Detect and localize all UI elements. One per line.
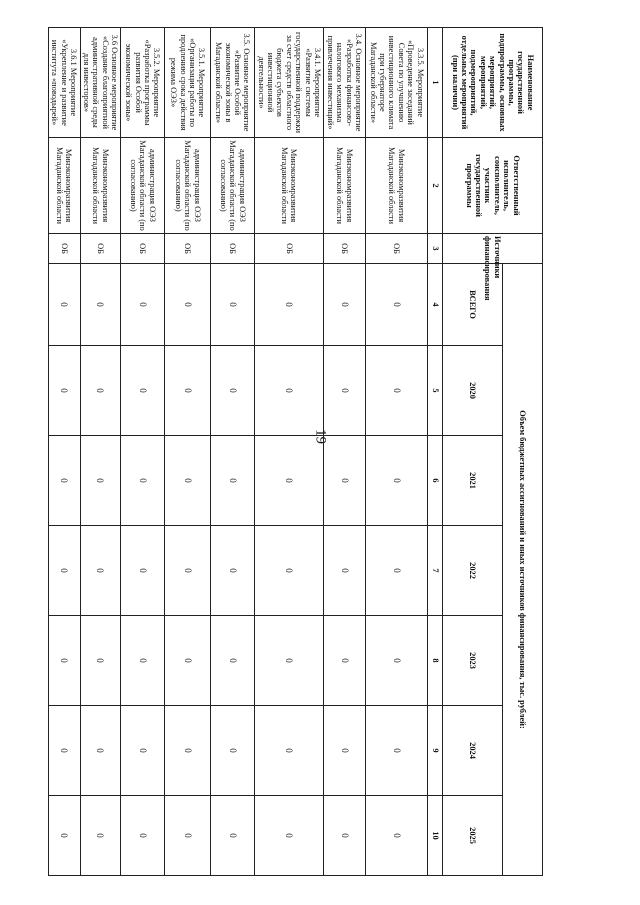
row-name: 3.4. Основное мероприятие «Разработка финансово-налогового механизма привлечения инвестиций» xyxy=(324,28,366,138)
header-responsible: Ответственный исполнитель, соисполнитель, участник государственной программы xyxy=(443,138,543,234)
header-year-2024: 2024 xyxy=(443,706,503,796)
row-source: ОБ xyxy=(211,234,255,264)
row-value: 0 xyxy=(121,616,165,706)
row-source: ОБ xyxy=(48,234,80,264)
row-value: 0 xyxy=(366,436,428,526)
row-value: 0 xyxy=(366,346,428,436)
row-value: 0 xyxy=(121,346,165,436)
row-value: 0 xyxy=(255,436,324,526)
table-row xyxy=(121,28,165,876)
row-responsible: Минэкономразвития Магаданской области xyxy=(48,138,80,234)
col-number: 10 xyxy=(428,796,443,876)
col-number: 7 xyxy=(428,526,443,616)
row-value: 0 xyxy=(165,526,211,616)
col-number: 4 xyxy=(428,264,443,346)
header-name: Наименование государственной программы, подпрограммы, основных мероприятий, мероприятий, подмероприятий, отдельных мероприятий (при наличии) xyxy=(443,28,543,138)
row-value: 0 xyxy=(121,526,165,616)
row-value: 0 xyxy=(366,706,428,796)
financing-table xyxy=(48,27,543,876)
row-value: 0 xyxy=(324,706,366,796)
row-responsible: администрация ОЭЗ Магаданской области (по согласованию) xyxy=(121,138,165,234)
table-row xyxy=(324,28,366,876)
table-row xyxy=(211,28,255,876)
row-value: 0 xyxy=(211,264,255,346)
row-value: 0 xyxy=(165,436,211,526)
row-value: 0 xyxy=(255,796,324,876)
row-responsible: Минэкономразвития Магаданской области xyxy=(80,138,121,234)
row-value: 0 xyxy=(211,436,255,526)
row-value: 0 xyxy=(324,264,366,346)
row-value: 0 xyxy=(80,346,121,436)
row-responsible: Минэкономразвития Магаданской области xyxy=(366,138,428,234)
row-value: 0 xyxy=(324,796,366,876)
row-value: 0 xyxy=(255,706,324,796)
row-value: 0 xyxy=(165,264,211,346)
table-body xyxy=(48,28,427,876)
row-responsible: администрация ОЭЗ Магаданской области (по согласованию) xyxy=(211,138,255,234)
row-value: 0 xyxy=(121,706,165,796)
row-value: 0 xyxy=(80,706,121,796)
col-number: 2 xyxy=(428,138,443,234)
row-value: 0 xyxy=(165,616,211,706)
rotated-table-container xyxy=(50,27,543,875)
row-responsible: Минэкономразвития Магаданской области xyxy=(324,138,366,234)
row-value: 0 xyxy=(366,616,428,706)
row-value: 0 xyxy=(48,264,80,346)
row-name: 3.4.1. Мероприятие «Развитие системы государственной поддержки за счет средств областного бюджета субъектов инвестиционной деятельности» xyxy=(255,28,324,138)
row-value: 0 xyxy=(255,264,324,346)
table-row xyxy=(255,28,324,876)
header-year-2021: 2021 xyxy=(443,436,503,526)
page-number: 19 xyxy=(312,429,329,444)
row-value: 0 xyxy=(48,526,80,616)
header-year-2020: 2020 xyxy=(443,346,503,436)
row-value: 0 xyxy=(211,526,255,616)
header-year-2025: 2025 xyxy=(443,796,503,876)
col-number: 1 xyxy=(428,28,443,138)
row-source: ОБ xyxy=(324,234,366,264)
row-value: 0 xyxy=(48,436,80,526)
row-source: ОБ xyxy=(80,234,121,264)
table-row xyxy=(48,28,80,876)
row-value: 0 xyxy=(165,706,211,796)
row-value: 0 xyxy=(366,264,428,346)
table-row xyxy=(165,28,211,876)
row-name: 3.6 Основное мероприятие «Создание благоприятной административной среды для инвесторов» xyxy=(80,28,121,138)
row-responsible: Минэкономразвития Магаданской области xyxy=(255,138,324,234)
row-value: 0 xyxy=(211,706,255,796)
col-number: 8 xyxy=(428,616,443,706)
row-value: 0 xyxy=(80,264,121,346)
row-value: 0 xyxy=(121,796,165,876)
row-value: 0 xyxy=(165,796,211,876)
header-volume: Объем бюджетных ассигнований и иных источников финансирования, тыс. рублей: xyxy=(503,264,543,876)
row-name: 3.6.1 Мероприятие «Укрепление и развитие института «поводырей» xyxy=(48,28,80,138)
row-value: 0 xyxy=(48,346,80,436)
row-value: 0 xyxy=(48,706,80,796)
row-value: 0 xyxy=(80,616,121,706)
row-value: 0 xyxy=(324,616,366,706)
row-responsible: администрация ОЭЗ Магаданской области (по согласованию) xyxy=(165,138,211,234)
row-name: 3.5.2. Мероприятие «Разработка программы развития Особой экономической зоны» xyxy=(121,28,165,138)
col-number: 3 xyxy=(428,234,443,264)
row-value: 0 xyxy=(255,616,324,706)
header-year-total: ВСЕГО xyxy=(443,264,503,346)
row-value: 0 xyxy=(324,436,366,526)
row-name: 3.5.1. Мероприятие «Организация работы по продлению срока действия режима ОЭЗ» xyxy=(165,28,211,138)
header-year-2022: 2022 xyxy=(443,526,503,616)
row-value: 0 xyxy=(255,346,324,436)
row-value: 0 xyxy=(121,436,165,526)
row-source: ОБ xyxy=(366,234,428,264)
row-value: 0 xyxy=(211,796,255,876)
row-value: 0 xyxy=(80,436,121,526)
row-value: 0 xyxy=(211,346,255,436)
row-value: 0 xyxy=(80,526,121,616)
header-year-2023: 2023 xyxy=(443,616,503,706)
row-value: 0 xyxy=(165,346,211,436)
row-value: 0 xyxy=(324,346,366,436)
header-source: Источники финансирования xyxy=(443,234,543,264)
table-row xyxy=(80,28,121,876)
row-source: ОБ xyxy=(165,234,211,264)
table-landscape xyxy=(50,27,543,875)
row-value: 0 xyxy=(48,796,80,876)
row-source: ОБ xyxy=(255,234,324,264)
row-value: 0 xyxy=(255,526,324,616)
row-value: 0 xyxy=(211,616,255,706)
row-name: 3.5. Основное мероприятие «Развитие Особой экономической зоны в Магаданской области» xyxy=(211,28,255,138)
row-value: 0 xyxy=(121,264,165,346)
table-row xyxy=(366,28,428,876)
row-source: ОБ xyxy=(121,234,165,264)
row-name: 3.3.5. Мероприятие «Проведение заседаний Совета по улучшению инвестиционного климата при губернаторе Магаданской области» xyxy=(366,28,428,138)
row-value: 0 xyxy=(48,616,80,706)
col-number: 9 xyxy=(428,706,443,796)
row-value: 0 xyxy=(324,526,366,616)
row-value: 0 xyxy=(366,796,428,876)
row-value: 0 xyxy=(366,526,428,616)
row-value: 0 xyxy=(80,796,121,876)
col-number: 6 xyxy=(428,436,443,526)
col-number: 5 xyxy=(428,346,443,436)
